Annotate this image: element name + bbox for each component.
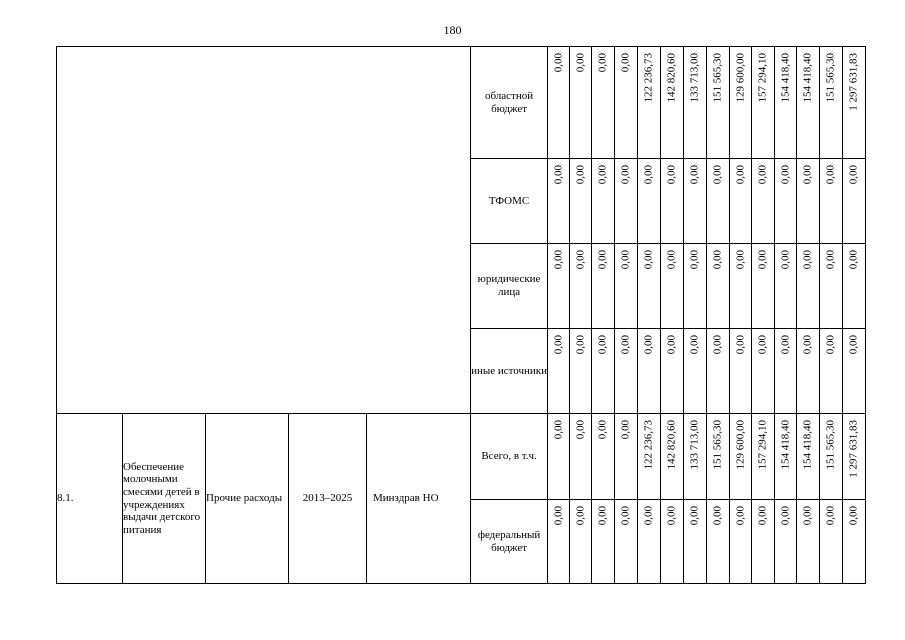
value-cell: 0,00	[843, 329, 866, 414]
value-cell: 0,00	[570, 159, 592, 244]
value-cell: 0,00	[820, 500, 843, 584]
source-label: Всего, в т.ч.	[471, 414, 548, 500]
value-cell: 0,00	[843, 244, 866, 329]
value-cell: 0,00	[615, 329, 638, 414]
value-cell: 0,00	[730, 159, 752, 244]
value-cell: 0,00	[775, 329, 797, 414]
value-cell: 0,00	[661, 244, 684, 329]
executor: Минздрав НО	[367, 414, 471, 584]
value-cell: 154 418,40	[797, 414, 820, 500]
row-oblast-budget	[57, 47, 866, 159]
value-cell: 151 565,30	[820, 414, 843, 500]
value-cell: 0,00	[684, 159, 707, 244]
value-cell: 0,00	[592, 414, 615, 500]
value-cell: 0,00	[638, 329, 661, 414]
value-cell: 0,00	[638, 159, 661, 244]
page-number: 180	[443, 23, 462, 37]
source-label: ТФОМС	[471, 159, 548, 244]
value-cell: 157 294,10	[752, 414, 775, 500]
measure-description: Обеспечение молочными смесями детей в учреждениях выдачи детского питания	[123, 414, 206, 584]
value-cell: 0,00	[592, 329, 615, 414]
value-cell: 0,00	[570, 414, 592, 500]
value-cell: 0,00	[775, 159, 797, 244]
row-number: 8.1.	[57, 414, 123, 584]
value-cell: 0,00	[684, 329, 707, 414]
value-cell: 0,00	[592, 47, 615, 159]
expense-type: Прочие расходы	[206, 414, 289, 584]
value-cell: 0,00	[570, 329, 592, 414]
value-cell: 0,00	[661, 159, 684, 244]
budget-table	[56, 46, 866, 584]
value-cell: 1 297 631,83	[843, 47, 866, 159]
value-cell: 0,00	[570, 500, 592, 584]
value-cell: 133 713,00	[684, 47, 707, 159]
value-cell: 0,00	[615, 159, 638, 244]
source-label: федеральный бюджет	[471, 500, 548, 584]
value-cell: 151 565,30	[707, 47, 730, 159]
value-cell: 0,00	[820, 329, 843, 414]
value-cell: 0,00	[820, 244, 843, 329]
value-cell: 0,00	[684, 500, 707, 584]
value-cell: 0,00	[707, 244, 730, 329]
value-cell: 0,00	[615, 47, 638, 159]
row-total	[57, 414, 866, 500]
value-cell: 0,00	[752, 159, 775, 244]
value-cell: 0,00	[615, 414, 638, 500]
value-cell: 0,00	[615, 500, 638, 584]
value-cell: 0,00	[638, 500, 661, 584]
value-cell: 0,00	[797, 244, 820, 329]
value-cell: 151 565,30	[820, 47, 843, 159]
value-cell: 0,00	[570, 244, 592, 329]
value-cell: 0,00	[592, 159, 615, 244]
value-cell: 0,00	[752, 329, 775, 414]
value-cell: 142 820,60	[661, 47, 684, 159]
value-cell: 0,00	[592, 500, 615, 584]
value-cell: 157 294,10	[752, 47, 775, 159]
value-cell: 151 565,30	[707, 414, 730, 500]
value-cell: 0,00	[843, 500, 866, 584]
value-cell: 0,00	[548, 500, 570, 584]
value-cell: 0,00	[548, 159, 570, 244]
source-label: иные источники	[471, 329, 548, 414]
value-cell: 0,00	[752, 244, 775, 329]
source-label: юридические лица	[471, 244, 548, 329]
value-cell: 0,00	[797, 329, 820, 414]
value-cell: 0,00	[615, 244, 638, 329]
value-cell: 0,00	[707, 500, 730, 584]
empty-header-area	[57, 47, 471, 414]
value-cell: 0,00	[684, 244, 707, 329]
value-cell: 0,00	[730, 500, 752, 584]
value-cell: 154 418,40	[797, 47, 820, 159]
period: 2013–2025	[289, 414, 367, 584]
value-cell: 0,00	[548, 414, 570, 500]
value-cell: 133 713,00	[684, 414, 707, 500]
value-cell: 129 600,00	[730, 47, 752, 159]
value-cell: 1 297 631,83	[843, 414, 866, 500]
value-cell: 0,00	[730, 329, 752, 414]
source-label: областной бюджет	[471, 47, 548, 159]
value-cell: 154 418,40	[775, 47, 797, 159]
value-cell: 0,00	[570, 47, 592, 159]
value-cell: 0,00	[638, 244, 661, 329]
value-cell: 122 236,73	[638, 47, 661, 159]
value-cell: 0,00	[730, 244, 752, 329]
value-cell: 0,00	[548, 329, 570, 414]
value-cell: 0,00	[820, 159, 843, 244]
value-cell: 0,00	[548, 47, 570, 159]
value-cell: 0,00	[707, 329, 730, 414]
value-cell: 154 418,40	[775, 414, 797, 500]
value-cell: 0,00	[775, 500, 797, 584]
value-cell: 0,00	[797, 500, 820, 584]
value-cell: 0,00	[752, 500, 775, 584]
value-cell: 142 820,60	[661, 414, 684, 500]
value-cell: 0,00	[548, 244, 570, 329]
value-cell: 0,00	[775, 244, 797, 329]
value-cell: 0,00	[661, 500, 684, 584]
value-cell: 0,00	[707, 159, 730, 244]
value-cell: 129 600,00	[730, 414, 752, 500]
value-cell: 0,00	[843, 159, 866, 244]
value-cell: 0,00	[797, 159, 820, 244]
value-cell: 122 236,73	[638, 414, 661, 500]
value-cell: 0,00	[661, 329, 684, 414]
value-cell: 0,00	[592, 244, 615, 329]
